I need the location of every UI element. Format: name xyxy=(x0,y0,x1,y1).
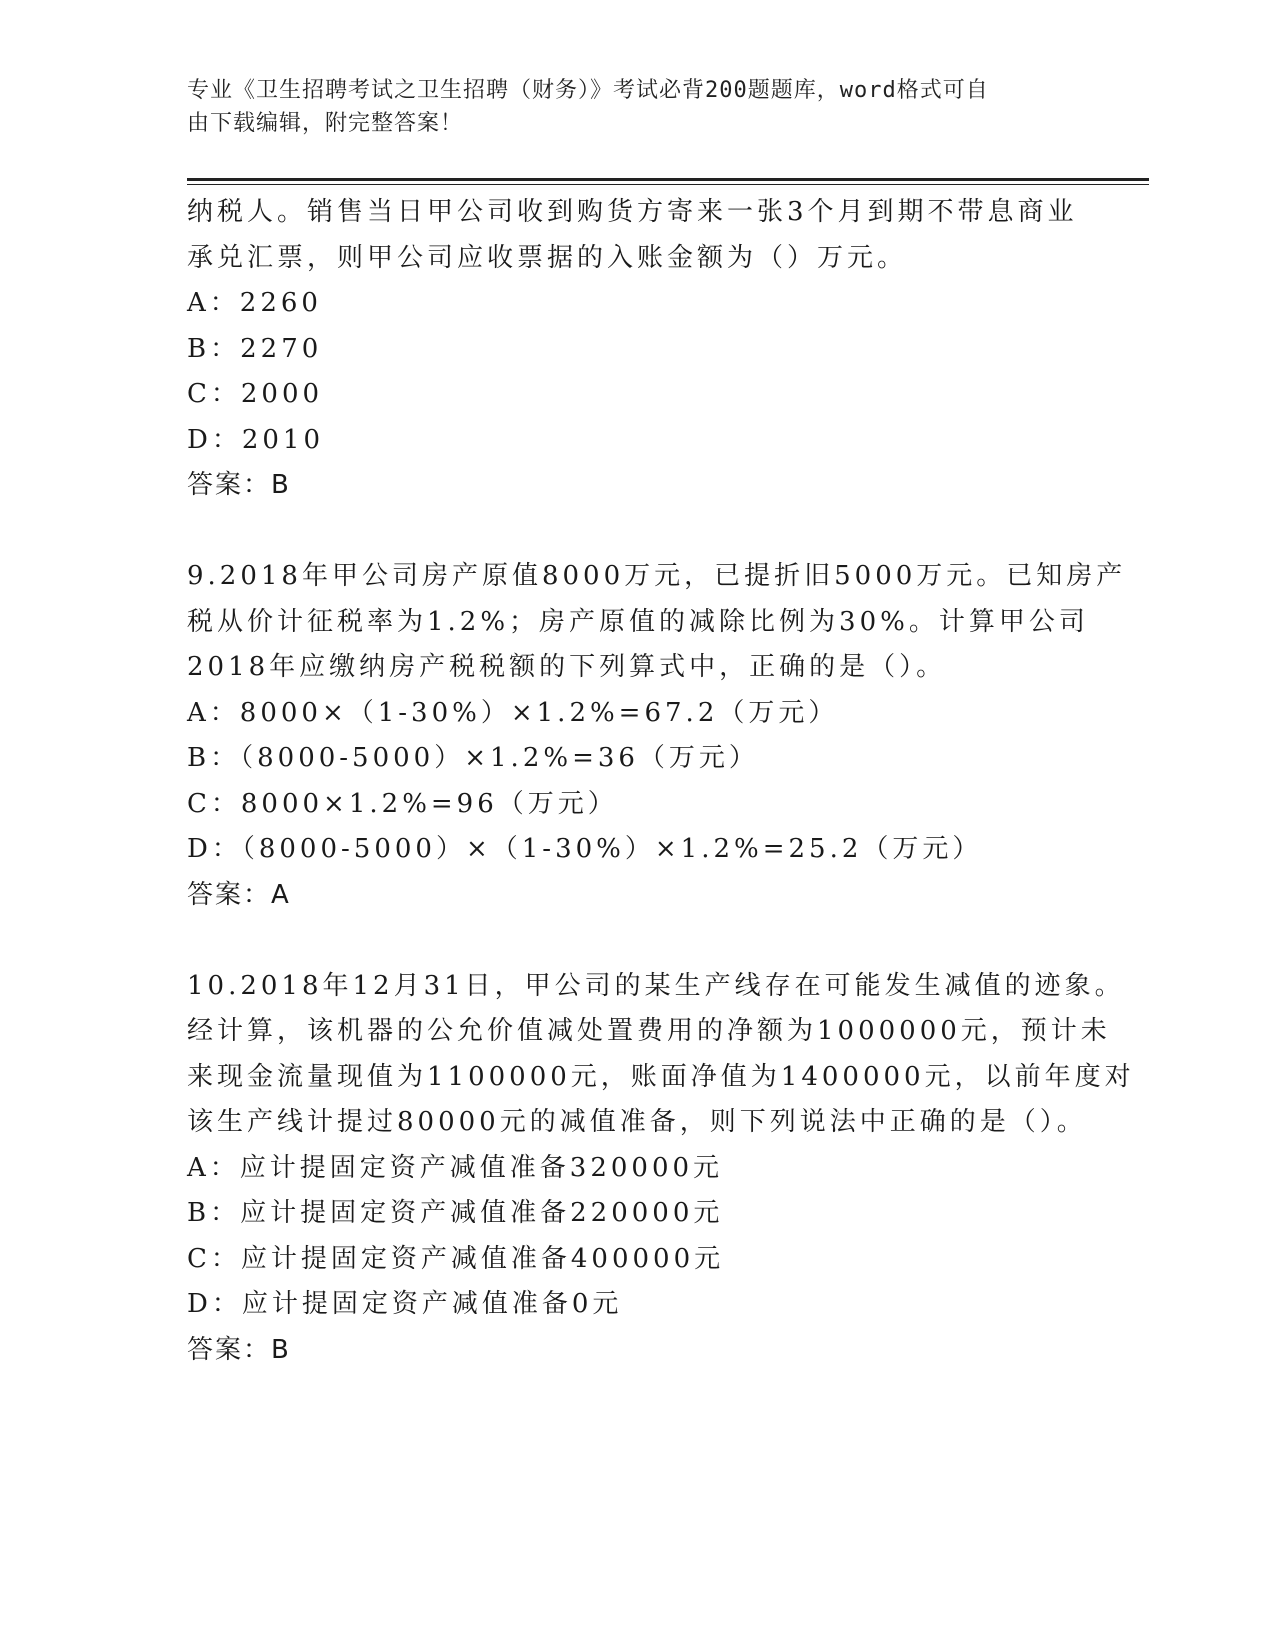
question-spacer xyxy=(187,509,1087,555)
option-d: D：（8000-5000）×（1-30%）×1.2%=25.2（万元） xyxy=(187,834,983,864)
option-c: C：2000 xyxy=(187,379,324,409)
option-b: B：2270 xyxy=(187,333,323,364)
option-a: A：2260 xyxy=(187,288,322,318)
header-line-2: 由下载编辑，附完整答案！ xyxy=(187,111,464,136)
option-d: D：应计提固定资产减值准备0元 xyxy=(187,1289,623,1319)
question-list xyxy=(187,190,1135,1373)
question-stem-line: 9.2018年甲公司房产原值8000万元，已提折旧5000万元。已知房产 xyxy=(187,561,1127,591)
option-c: C：8000×1.2%=96（万元） xyxy=(187,788,618,819)
header-line-1: 专业《卫生招聘考试之卫生招聘（财务）》考试必背200题题库，word格式可自 xyxy=(187,78,989,103)
header-divider-thick xyxy=(187,178,1149,181)
question-9 xyxy=(187,554,1127,918)
option-b: B：（8000-5000）×1.2%=36（万元） xyxy=(187,743,759,773)
answer-line: 答案：B xyxy=(187,470,291,500)
question-stem-line: 承兑汇票，则甲公司应收票据的入账金额为（）万元。 xyxy=(187,242,908,273)
header-divider-thin xyxy=(187,184,1149,185)
option-d: D：2010 xyxy=(187,424,325,455)
question-stem-line: 纳税人。销售当日甲公司收到购货方寄来一张3个月到期不带息商业 xyxy=(187,197,1078,227)
option-c: C：应计提固定资产减值准备400000元 xyxy=(187,1243,725,1274)
option-b: B：应计提固定资产减值准备220000元 xyxy=(187,1198,724,1228)
question-10 xyxy=(187,964,1135,1374)
question-stem-line: 经计算，该机器的公允价值减处置费用的净额为1000000元，预计未 xyxy=(187,1016,1111,1046)
document-header xyxy=(187,74,1067,140)
answer-line: 答案：B xyxy=(187,1334,291,1365)
question-stem-line: 该生产线计提过80000元的减值准备，则下列说法中正确的是（）。 xyxy=(187,1107,1087,1137)
question-stem-line: 10.2018年12月31日，甲公司的某生产线存在可能发生减值的迹象。 xyxy=(187,970,1125,1001)
question-stem-line: 来现金流量现值为1100000元，账面净值为1400000元，以前年度对 xyxy=(187,1061,1135,1092)
option-a: A：应计提固定资产减值准备320000元 xyxy=(187,1152,724,1183)
question-spacer xyxy=(187,918,1087,964)
question-8 xyxy=(187,190,1087,509)
option-a: A：8000×（1-30%）×1.2%=67.2（万元） xyxy=(187,697,839,728)
question-stem-line: 2018年应缴纳房产税税额的下列算式中，正确的是（）。 xyxy=(187,652,947,682)
answer-line: 答案：A xyxy=(187,879,291,910)
question-stem-line: 税从价计征税率为1.2%；房产原值的减除比例为30%。计算甲公司 xyxy=(187,606,1089,637)
